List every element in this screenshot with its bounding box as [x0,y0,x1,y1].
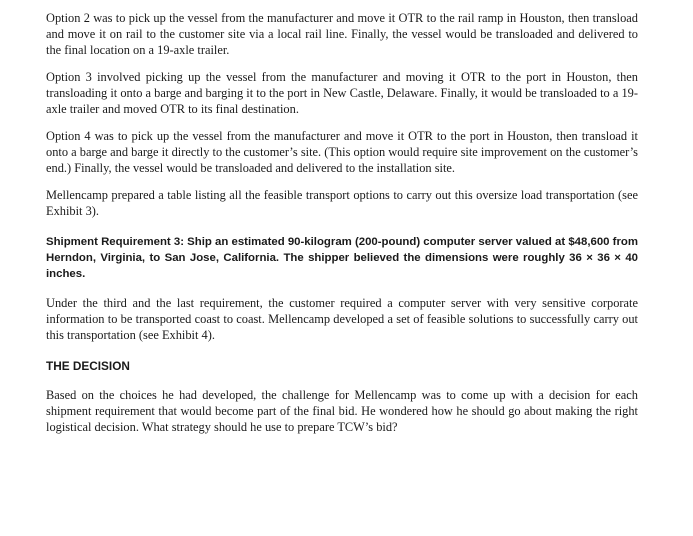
document-page [46,10,638,435]
section-heading-decision: THE DECISION [46,359,130,373]
paragraph-option-4: Option 4 was to pick up the vessel from the manufacturer and move it OTR to the port in Houston, then transload it onto a barge and barge it directly to the customer’s site. (This option would require site improvement on the customer’s end.) Finally, the vessel would be transloaded and delivered to the installation site. [46,129,638,175]
paragraph-mellencamp-table: Mellencamp prepared a table listing all the feasible transport options to carry out this oversize load transportation (see Exhibit 3). [46,188,638,218]
paragraph-third-requirement: Under the third and the last requirement, the customer required a computer server with very sensitive corporate information to be transported coast to coast. Mellencamp developed a set of feasible solutions to successfully carry out this transportation (see Exhibit 4). [46,296,638,342]
paragraph-decision: Based on the choices he had developed, the challenge for Mellencamp was to come up with a decision for each shipment requirement that would become part of the final bid. He wondered how he should go about making the right logistical decision. What strategy should he use to prepare TCW’s bid? [46,388,638,434]
paragraph-option-2: Option 2 was to pick up the vessel from the manufacturer and move it OTR to the rail ramp in Houston, then transload and move it on rail to the customer site via a local rail line. Finally, the vessel would be transloaded and delivered to the final location on a 19-axle trailer. [46,11,638,57]
shipment-requirement-3: Shipment Requirement 3: Ship an estimated 90-kilogram (200-pound) computer server valued at $48,600 from Herndon, Virginia, to San Jose, California. The shipper believed the dimensions were roughly 36 × 36 × 40 inches. [46,236,638,280]
paragraph-option-3: Option 3 involved picking up the vessel from the manufacturer and moving it OTR to the port in Houston, then transloading it onto a barge and barging it to the port in New Castle, Delaware. Finally, it would be transloaded to a 19-axle trailer and moved OTR to its final destination. [46,70,638,116]
